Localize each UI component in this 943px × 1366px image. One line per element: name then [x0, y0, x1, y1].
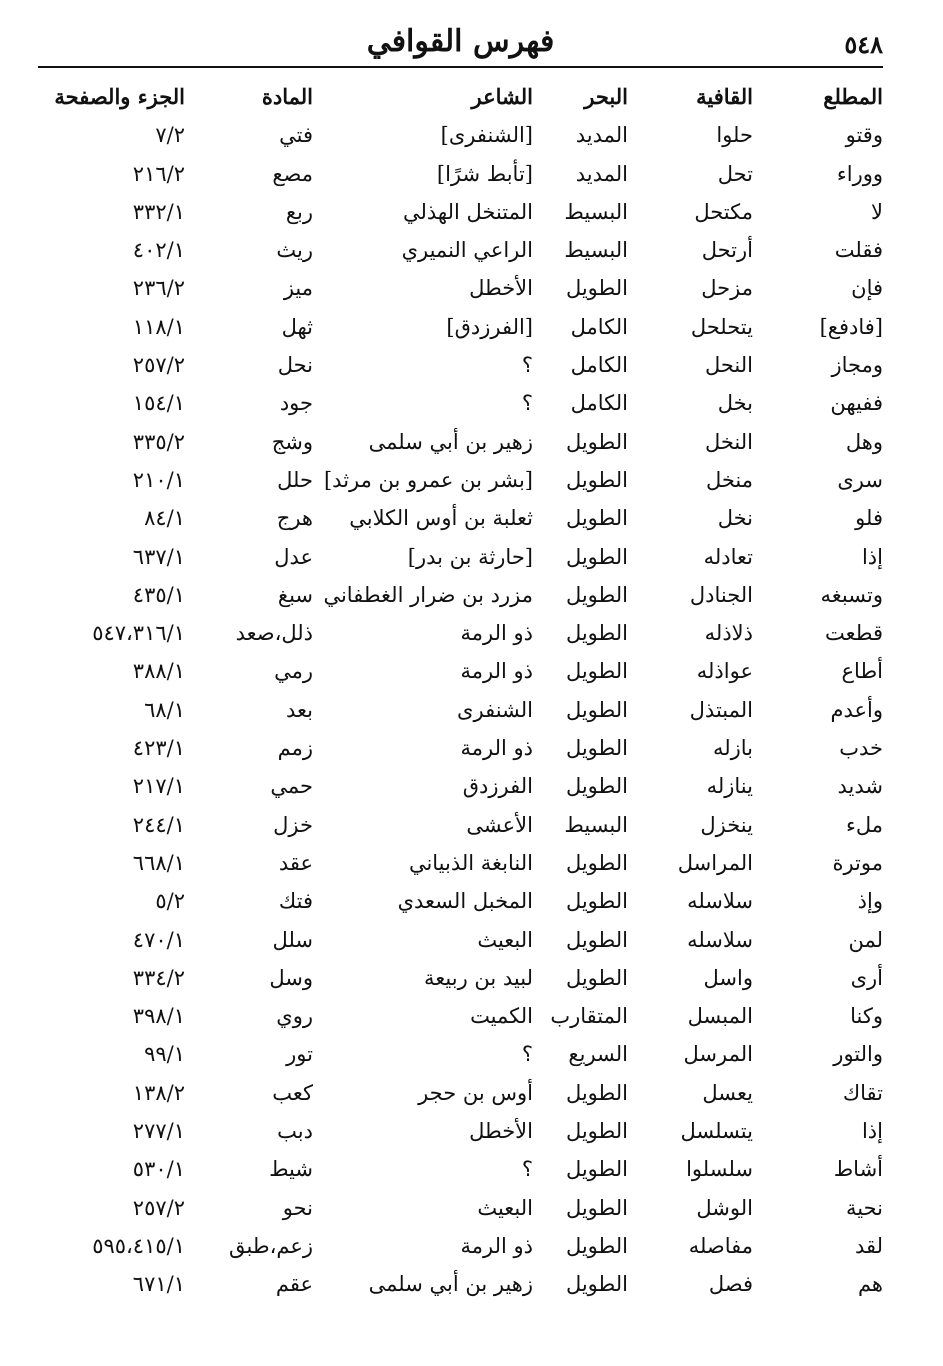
- cell-shaer: الأخطل: [469, 276, 533, 301]
- table-row: [38, 1265, 883, 1303]
- cell-qafiya: سلاسله: [687, 889, 753, 914]
- table-row: [38, 193, 883, 231]
- cell-bahr: الطويل: [565, 429, 628, 454]
- cell-matla: وأعدم: [830, 697, 883, 722]
- cell-qafiya: منخل: [705, 467, 753, 492]
- page-header: [38, 18, 883, 64]
- cell-juz: ٣٩٨/١: [132, 1004, 185, 1029]
- cell-juz: ٢٥٧/٢: [132, 1195, 185, 1220]
- cell-juz: ٢٤٤/١: [132, 812, 185, 837]
- cell-qafiya: عواذله: [696, 659, 753, 684]
- cell-matla: سرى: [837, 467, 883, 492]
- cell-shaer: المتنخل الهذلي: [402, 199, 533, 224]
- cell-shaer: الكميت: [470, 1004, 533, 1029]
- table-row: [38, 614, 883, 652]
- cell-matla: والتور: [833, 1042, 883, 1067]
- cell-bahr: الطويل: [565, 965, 628, 990]
- column-header-shaer: الشاعر: [471, 84, 533, 109]
- cell-bahr: الطويل: [565, 276, 628, 301]
- cell-bahr: الطويل: [565, 582, 628, 607]
- cell-shaer: البعيث: [477, 1195, 533, 1220]
- cell-bahr: الطويل: [565, 1233, 628, 1258]
- cell-madda: عقد: [278, 850, 313, 875]
- cell-qafiya: تحل: [717, 161, 753, 186]
- cell-qafiya: المبسل: [687, 1004, 753, 1029]
- cell-shaer: الأعشى: [466, 812, 533, 837]
- cell-juz: ١٥٤/١: [132, 391, 185, 416]
- cell-madda: ريث: [276, 238, 313, 263]
- cell-qafiya: مكتحل: [694, 199, 753, 224]
- cell-madda: فتك: [278, 889, 313, 914]
- cell-matla: لا: [871, 199, 883, 224]
- cell-qafiya: واسل: [703, 965, 753, 990]
- cell-madda: دبب: [277, 1119, 313, 1144]
- table-row: [38, 269, 883, 307]
- cell-shaer: الشنفرى: [457, 697, 533, 722]
- cell-qafiya: نخل: [717, 506, 753, 531]
- cell-shaer: ؟: [521, 1042, 533, 1067]
- table-row: [38, 384, 883, 422]
- table-row: [38, 1227, 883, 1265]
- cell-matla: ومجاز: [831, 353, 883, 378]
- cell-matla: وتسبغه: [820, 582, 883, 607]
- cell-matla: أطاع: [841, 659, 883, 684]
- cell-madda: روي: [276, 1004, 313, 1029]
- cell-bahr: السريع: [568, 1042, 628, 1067]
- cell-matla: أشاط: [833, 1157, 883, 1182]
- cell-madda: حلل: [277, 467, 313, 492]
- cell-bahr: البسيط: [564, 812, 628, 837]
- cell-bahr: الطويل: [565, 1157, 628, 1182]
- cell-madda: شيط: [269, 1157, 313, 1182]
- table-row: [38, 767, 883, 805]
- cell-madda: فتي: [279, 123, 313, 148]
- column-header-bahr: البحر: [584, 84, 628, 109]
- table-row: [38, 1035, 883, 1073]
- cell-qafiya: بازله: [712, 736, 753, 761]
- cell-juz: ٣٣٤/٢: [132, 965, 185, 990]
- cell-matla: ملء: [845, 812, 883, 837]
- cell-shaer: ثعلبة بن أوس الكلابي: [349, 506, 533, 531]
- cell-qafiya: مزحل: [701, 276, 753, 301]
- cell-madda: نحو: [282, 1195, 313, 1220]
- cell-juz: ٣٣٥/٢: [132, 429, 185, 454]
- cell-shaer: زهير بن أبي سلمى: [368, 429, 533, 454]
- table-row: [38, 346, 883, 384]
- cell-shaer: ذو الرمة: [460, 1233, 533, 1258]
- cell-juz: ٦٧١/١: [132, 1272, 185, 1297]
- cell-shaer: ؟: [521, 1157, 533, 1182]
- cell-matla: ففيهن: [830, 391, 883, 416]
- table-row: [38, 691, 883, 729]
- cell-bahr: الكامل: [570, 391, 628, 416]
- cell-qafiya: سلسلوا: [686, 1157, 753, 1182]
- cell-qafiya: حلوا: [716, 123, 753, 148]
- table-row: [38, 423, 883, 461]
- cell-bahr: الطويل: [565, 544, 628, 569]
- cell-matla: وهل: [845, 429, 883, 454]
- cell-qafiya: النحل: [704, 353, 753, 378]
- cell-qafiya: بخل: [717, 391, 753, 416]
- cell-bahr: الطويل: [565, 1195, 628, 1220]
- cell-madda: جود: [279, 391, 313, 416]
- cell-juz: ٢٥٧/٢: [132, 353, 185, 378]
- cell-madda: ربع: [285, 199, 313, 224]
- cell-qafiya: ينازله: [706, 774, 753, 799]
- cell-bahr: الطويل: [565, 467, 628, 492]
- cell-madda: حمي: [270, 774, 313, 799]
- cell-matla: وكنا: [850, 1004, 883, 1029]
- table-row: [38, 1074, 883, 1112]
- cell-madda: رمي: [274, 659, 313, 684]
- cell-shaer: الفرزدق: [462, 774, 533, 799]
- cell-bahr: المديد: [575, 161, 628, 186]
- cell-juz: ٢١٦/٢: [132, 161, 185, 186]
- cell-shaer: [الشنفرى]: [440, 123, 533, 148]
- cell-madda: تور: [286, 1042, 313, 1067]
- cell-juz: ٢٣٦/٢: [132, 276, 185, 301]
- cell-juz: ٦٣٧/١: [132, 544, 185, 569]
- cell-matla: [فادفع]: [819, 314, 883, 339]
- table-row: [38, 116, 883, 154]
- cell-qafiya: أرتحل: [701, 238, 753, 263]
- cell-bahr: الطويل: [565, 659, 628, 684]
- cell-madda: وسل: [269, 965, 313, 990]
- cell-qafiya: المبتذل: [689, 697, 753, 722]
- cell-shaer: ذو الرمة: [460, 736, 533, 761]
- cell-juz: ٢٧٧/١: [132, 1119, 185, 1144]
- cell-juz: ٥٩٥،٤١٥/١: [92, 1233, 185, 1258]
- cell-matla: موترة: [832, 850, 883, 875]
- cell-madda: نحل: [277, 353, 313, 378]
- table-row: [38, 882, 883, 920]
- table-row: [38, 921, 883, 959]
- cell-madda: عقم: [275, 1272, 313, 1297]
- cell-shaer: [حارثة بن بدر]: [407, 544, 533, 569]
- cell-juz: ٥٤٧،٣١٦/١: [92, 621, 185, 646]
- cell-matla: إذا: [861, 1119, 883, 1144]
- cell-shaer: النابغة الذبياني: [408, 850, 533, 875]
- cell-bahr: الطويل: [565, 697, 628, 722]
- cell-juz: ١٣٨/٢: [132, 1080, 185, 1105]
- cell-bahr: الطويل: [565, 736, 628, 761]
- cell-qafiya: تعادله: [703, 544, 753, 569]
- cell-madda: خزل: [273, 812, 313, 837]
- cell-madda: كعب: [272, 1080, 313, 1105]
- cell-juz: ٤٧٠/١: [132, 927, 185, 952]
- cell-shaer: ؟: [521, 391, 533, 416]
- cell-bahr: المتقارب: [550, 1004, 628, 1029]
- cell-matla: وإذ: [857, 889, 883, 914]
- cell-juz: ١١٨/١: [132, 314, 185, 339]
- table-row: [38, 461, 883, 499]
- column-header-matla: المطلع: [823, 84, 883, 109]
- cell-qafiya: المرسل: [683, 1042, 753, 1067]
- cell-bahr: الكامل: [570, 314, 628, 339]
- cell-qafiya: الجنادل: [689, 582, 753, 607]
- cell-shaer: المخبل السعدي: [397, 889, 533, 914]
- cell-qafiya: يتحلحل: [690, 314, 753, 339]
- column-header-juz: الجزء والصفحة: [54, 84, 185, 109]
- cell-matla: هم: [857, 1272, 883, 1297]
- cell-bahr: المديد: [575, 123, 628, 148]
- cell-bahr: الطويل: [565, 774, 628, 799]
- cell-madda: زمم: [277, 736, 313, 761]
- cell-juz: ٢١٠/١: [132, 467, 185, 492]
- cell-juz: ٨٤/١: [144, 506, 185, 531]
- page-title: فهرس القوافي: [366, 24, 555, 59]
- cell-qafiya: المراسل: [677, 850, 753, 875]
- cell-juz: ٤٠٢/١: [132, 238, 185, 263]
- cell-juz: ٤٣٥/١: [132, 582, 185, 607]
- cell-bahr: الطويل: [565, 850, 628, 875]
- cell-juz: ٣٣٢/١: [132, 199, 185, 224]
- table-row: [38, 844, 883, 882]
- cell-shaer: [الفرزدق]: [446, 314, 533, 339]
- cell-shaer: أوس بن حجر: [418, 1080, 533, 1105]
- rhyme-index-table: [38, 78, 883, 1304]
- cell-bahr: الطويل: [565, 1119, 628, 1144]
- table-row: [38, 231, 883, 269]
- cell-matla: خدب: [839, 736, 883, 761]
- table-row: [38, 1150, 883, 1188]
- cell-bahr: الطويل: [565, 621, 628, 646]
- cell-matla: ووراء: [836, 161, 883, 186]
- cell-shaer: [بشر بن عمرو بن مرثد]: [323, 467, 533, 492]
- cell-shaer: مزرد بن ضرار الغطفاني: [323, 582, 533, 607]
- cell-qafiya: ذلاذله: [704, 621, 753, 646]
- cell-bahr: الكامل: [570, 353, 628, 378]
- cell-madda: ثهل: [281, 314, 313, 339]
- cell-madda: ذلل،صعد: [235, 621, 313, 646]
- table-row: [38, 959, 883, 997]
- cell-bahr: البسيط: [564, 199, 628, 224]
- cell-bahr: الطويل: [565, 506, 628, 531]
- cell-shaer: لبيد بن ربيعة: [424, 965, 533, 990]
- cell-juz: ٧/٢: [155, 123, 185, 148]
- table-row: [38, 308, 883, 346]
- cell-shaer: ذو الرمة: [460, 621, 533, 646]
- cell-juz: ٩٩/١: [144, 1042, 185, 1067]
- cell-qafiya: فصل: [708, 1272, 753, 1297]
- cell-matla: لمن: [848, 927, 883, 952]
- cell-matla: شديد: [837, 774, 883, 799]
- cell-matla: أرى: [850, 965, 883, 990]
- cell-qafiya: يتسلسل: [680, 1119, 753, 1144]
- cell-qafiya: يعسل: [702, 1080, 753, 1105]
- cell-bahr: الطويل: [565, 927, 628, 952]
- cell-qafiya: سلاسله: [687, 927, 753, 952]
- table-row: [38, 1189, 883, 1227]
- cell-bahr: الطويل: [565, 1080, 628, 1105]
- table-row: [38, 576, 883, 614]
- cell-matla: فلو: [855, 506, 883, 531]
- cell-shaer: ذو الرمة: [460, 659, 533, 684]
- cell-shaer: ؟: [521, 353, 533, 378]
- header-rule: [38, 66, 883, 68]
- cell-madda: بعد: [286, 697, 313, 722]
- cell-juz: ٣٨٨/١: [132, 659, 185, 684]
- cell-madda: سلل: [272, 927, 313, 952]
- cell-matla: تقاك: [842, 1080, 883, 1105]
- cell-juz: ٦٦٨/١: [132, 850, 185, 875]
- table-row: [38, 155, 883, 193]
- table-row: [38, 1112, 883, 1150]
- table-row: [38, 538, 883, 576]
- cell-madda: هرج: [276, 506, 313, 531]
- cell-matla: وقتو: [845, 123, 883, 148]
- cell-matla: فقلت: [834, 238, 883, 263]
- page-number: ٥٤٨: [844, 30, 883, 59]
- cell-matla: قطعت: [824, 621, 883, 646]
- cell-qafiya: ينخزل: [700, 812, 753, 837]
- cell-juz: ٥/٢: [155, 889, 185, 914]
- cell-qafiya: الوشل: [696, 1195, 753, 1220]
- cell-madda: مصع: [272, 161, 313, 186]
- table-header-row: [38, 78, 883, 116]
- cell-madda: ميز: [283, 276, 313, 301]
- cell-bahr: البسيط: [564, 238, 628, 263]
- cell-bahr: الطويل: [565, 1272, 628, 1297]
- cell-shaer: زهير بن أبي سلمى: [368, 1272, 533, 1297]
- cell-qafiya: النخل: [704, 429, 753, 454]
- table-row: [38, 652, 883, 690]
- table-row: [38, 806, 883, 844]
- column-header-qafiya: القافية: [696, 84, 753, 109]
- cell-shaer: [تأبط شرًا]: [436, 161, 533, 186]
- cell-matla: نحية: [846, 1195, 883, 1220]
- cell-shaer: البعيث: [477, 927, 533, 952]
- cell-madda: وشج: [271, 429, 313, 454]
- cell-matla: لقد: [854, 1233, 883, 1258]
- cell-matla: إذا: [861, 544, 883, 569]
- cell-bahr: الطويل: [565, 889, 628, 914]
- cell-madda: زعم،طبق: [229, 1233, 313, 1258]
- cell-qafiya: مفاصله: [688, 1233, 753, 1258]
- cell-matla: فإن: [851, 276, 883, 301]
- cell-juz: ٤٢٣/١: [132, 736, 185, 761]
- table-row: [38, 499, 883, 537]
- cell-shaer: الأخطل: [469, 1119, 533, 1144]
- cell-juz: ٢١٧/١: [132, 774, 185, 799]
- table-row: [38, 729, 883, 767]
- table-row: [38, 997, 883, 1035]
- cell-shaer: الراعي النميري: [401, 238, 533, 263]
- column-header-madda: المادة: [261, 84, 313, 109]
- cell-juz: ٦٨/١: [144, 697, 185, 722]
- cell-juz: ٥٣٠/١: [132, 1157, 185, 1182]
- cell-madda: سبغ: [277, 582, 313, 607]
- cell-madda: عدل: [274, 544, 313, 569]
